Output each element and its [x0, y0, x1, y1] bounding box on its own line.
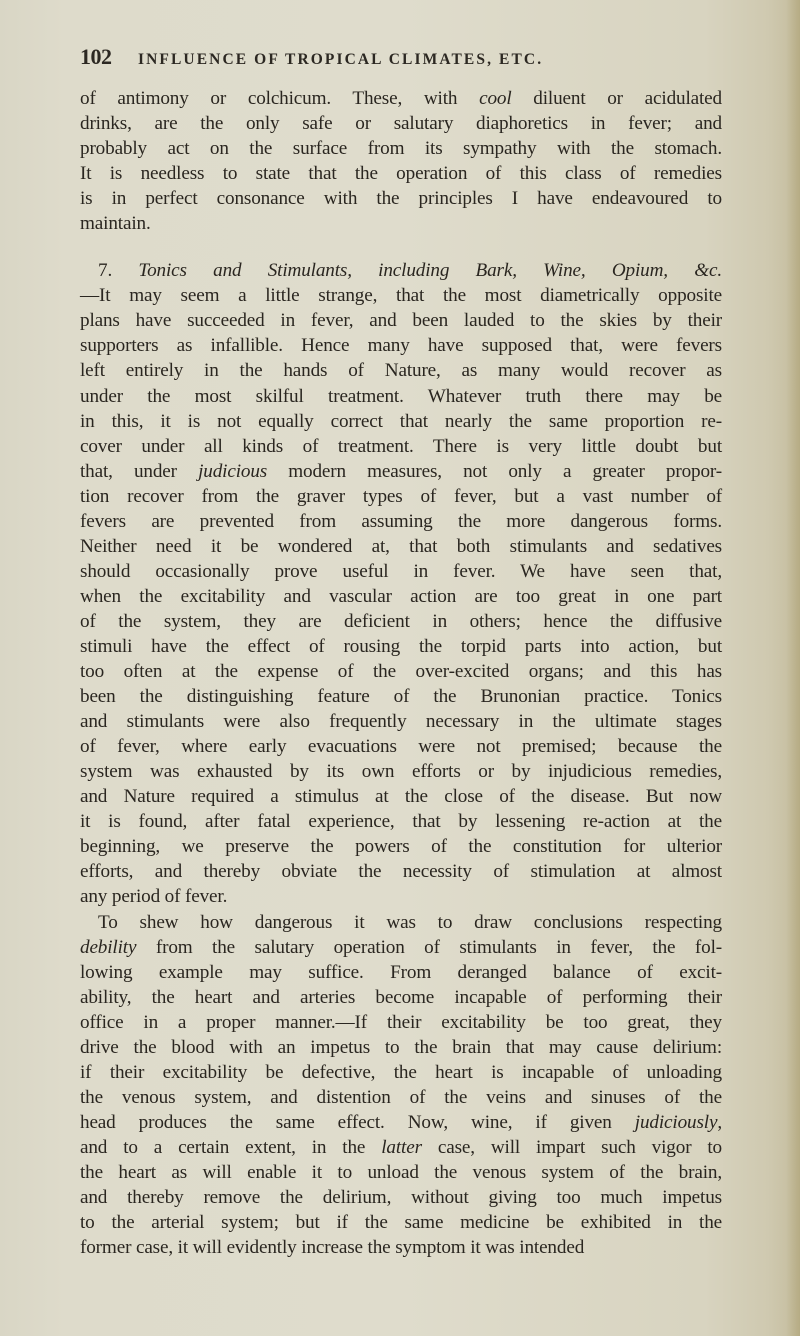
text-line	[80, 659, 722, 684]
text-line	[80, 709, 722, 734]
text-run: of fever, where early evacuations were not premised; because the	[80, 736, 722, 758]
text-run: maintain.	[80, 213, 151, 235]
text-line	[80, 684, 722, 709]
text-line	[80, 935, 722, 960]
text-run: is in perfect consonance with the principles I have endeavoured to	[80, 188, 722, 210]
text-line	[80, 434, 722, 459]
italic-emphasis: judicious	[198, 460, 268, 482]
text-run: drive the blood with an impetus to the brain that may cause delirium:	[80, 1036, 722, 1058]
text-run: 7.	[98, 260, 139, 282]
text-run: from the salutary operation of stimulants in fever, the fol-	[136, 936, 722, 958]
text-run: probably act on the surface from its sympathy with the stomach.	[80, 138, 722, 160]
text-run: of the system, they are deficient in others; hence the diffusive	[80, 610, 722, 632]
text-run: cover under all kinds of treatment. There is very little doubt but	[80, 435, 722, 457]
text-run: too often at the expense of the over-excited organs; and this has	[80, 661, 722, 683]
text-line	[80, 509, 722, 534]
text-line	[80, 1035, 722, 1060]
italic-emphasis: Tonics and Stimulants, including Bark, Wine, Opium, &c.	[138, 260, 722, 282]
text-line	[80, 136, 722, 161]
text-run: in this, it is not equally correct that nearly the same proportion re-	[80, 410, 722, 432]
text-run: efforts, and thereby obviate the necessity of stimulation at almost	[80, 861, 722, 883]
text-run: any period of fever.	[80, 886, 228, 908]
text-run: fevers are prevented from assuming the more dangerous forms.	[80, 510, 722, 532]
text-line	[80, 384, 722, 409]
text-line	[80, 1210, 722, 1235]
text-run: left entirely in the hands of Nature, as many would recover as	[80, 360, 722, 382]
running-title: INFLUENCE OF TROPICAL CLIMATES, ETC.	[138, 51, 544, 68]
text-run: case, will impart such vigor to	[421, 1136, 723, 1158]
text-run: modern measures, not only a greater propor-	[267, 460, 722, 482]
text-line	[80, 283, 722, 308]
text-run: it is found, after fatal experience, that by lessening re-action at the	[80, 811, 722, 833]
paragraph-tonics-and-stimulants	[80, 258, 722, 909]
text-run: and thereby remove the delirium, without giving too much impetus	[80, 1187, 722, 1209]
text-line	[80, 1135, 722, 1160]
text-run: drinks, are the only safe or salutary diaphoretics in fever; and	[80, 113, 722, 135]
text-line	[80, 308, 722, 333]
text-line	[80, 484, 722, 509]
text-line	[80, 910, 722, 935]
text-line	[80, 211, 722, 236]
text-run: ,	[717, 1111, 722, 1133]
text-line	[80, 559, 722, 584]
text-run: lowing example may suffice. From deranged balance of excit-	[80, 961, 722, 983]
text-run: Neither need it be wondered at, that both stimulants and sedatives	[80, 535, 722, 557]
text-line	[80, 1085, 722, 1110]
text-line	[80, 1060, 722, 1085]
text-run: —It may seem a little strange, that the most diametrically opposite	[80, 285, 722, 307]
body-text	[80, 86, 722, 1260]
text-line	[80, 459, 722, 484]
paragraph-debility-example	[80, 910, 722, 1261]
text-line	[80, 358, 722, 383]
text-run: that, under	[80, 460, 199, 482]
text-run: diluent or acidulated	[511, 88, 722, 109]
text-run: the venous system, and distention of the veins and sinuses of the	[80, 1086, 722, 1108]
text-run: former case, it will evidently increase the symptom it was intended	[80, 1237, 585, 1259]
text-line	[80, 86, 722, 111]
text-run: It is needless to state that the operation of this class of remedies	[80, 163, 722, 185]
text-line	[80, 161, 722, 186]
text-run: system was exhausted by its own efforts or by injudicious remedies,	[80, 761, 722, 783]
page-number: 102	[80, 44, 112, 69]
text-line	[80, 584, 722, 609]
text-line	[80, 784, 722, 809]
text-run: to the arterial system; but if the same medicine be exhibited in the	[80, 1212, 722, 1234]
text-line	[80, 1010, 722, 1035]
text-line	[80, 609, 722, 634]
text-run: tion recover from the graver types of fever, but a vast number of	[80, 485, 722, 507]
text-run: beginning, we preserve the powers of the constitution for ulterior	[80, 836, 722, 858]
text-line	[80, 759, 722, 784]
text-line	[80, 409, 722, 434]
text-run: and stimulants were also frequently necessary in the ultimate stages	[80, 711, 722, 733]
text-line	[80, 985, 722, 1010]
text-line	[80, 1185, 722, 1210]
text-run: supporters as infallible. Hence many have supposed that, were fevers	[80, 335, 722, 357]
text-run: under the most skilful treatment. Whatever truth there may be	[80, 385, 722, 407]
text-run: stimuli have the effect of rousing the torpid parts into action, but	[80, 635, 722, 657]
text-line	[80, 884, 722, 909]
text-line	[80, 111, 722, 136]
text-run: been the distinguishing feature of the Brunonian practice. Tonics	[80, 686, 722, 708]
text-line	[80, 1235, 722, 1260]
text-run: plans have succeeded in fever, and been lauded to the skies by their	[80, 310, 722, 332]
text-line	[80, 734, 722, 759]
text-run: ability, the heart and arteries become incapable of performing their	[80, 986, 722, 1008]
text-run: the heart as will enable it to unload the venous system of the brain,	[80, 1161, 722, 1183]
text-run: if their excitability be defective, the heart is incapable of unloading	[80, 1061, 722, 1083]
text-line	[80, 960, 722, 985]
text-run: office in a proper manner.—If their excitability be too great, they	[80, 1011, 722, 1033]
italic-emphasis: judiciously	[634, 1111, 718, 1133]
text-line	[80, 333, 722, 358]
text-line	[80, 1110, 722, 1135]
italic-emphasis: cool	[479, 88, 512, 109]
italic-emphasis: debility	[80, 936, 137, 958]
paragraph-gap	[80, 236, 722, 258]
text-line	[80, 1160, 722, 1185]
text-run: of antimony or colchicum. These, with	[80, 88, 480, 109]
text-run: To shew how dangerous it was to draw conclusions respecting	[98, 911, 722, 933]
text-run: head produces the same effect. Now, wine, if given	[80, 1111, 635, 1133]
text-line	[80, 859, 722, 884]
text-line	[80, 258, 722, 283]
paragraph-antimony	[80, 86, 722, 236]
text-line	[80, 634, 722, 659]
text-run: and Nature required a stimulus at the close of the disease. But now	[80, 786, 722, 808]
text-line	[80, 186, 722, 211]
text-line	[80, 534, 722, 559]
italic-emphasis: latter	[381, 1136, 422, 1158]
page-edge-shadow	[786, 0, 800, 1336]
running-head	[80, 44, 730, 68]
text-run: should occasionally prove useful in fever. We have seen that,	[80, 560, 722, 582]
text-line	[80, 809, 722, 834]
text-line	[80, 834, 722, 859]
text-run: when the excitability and vascular action are too great in one part	[80, 585, 722, 607]
text-run: and to a certain extent, in the	[80, 1136, 382, 1158]
